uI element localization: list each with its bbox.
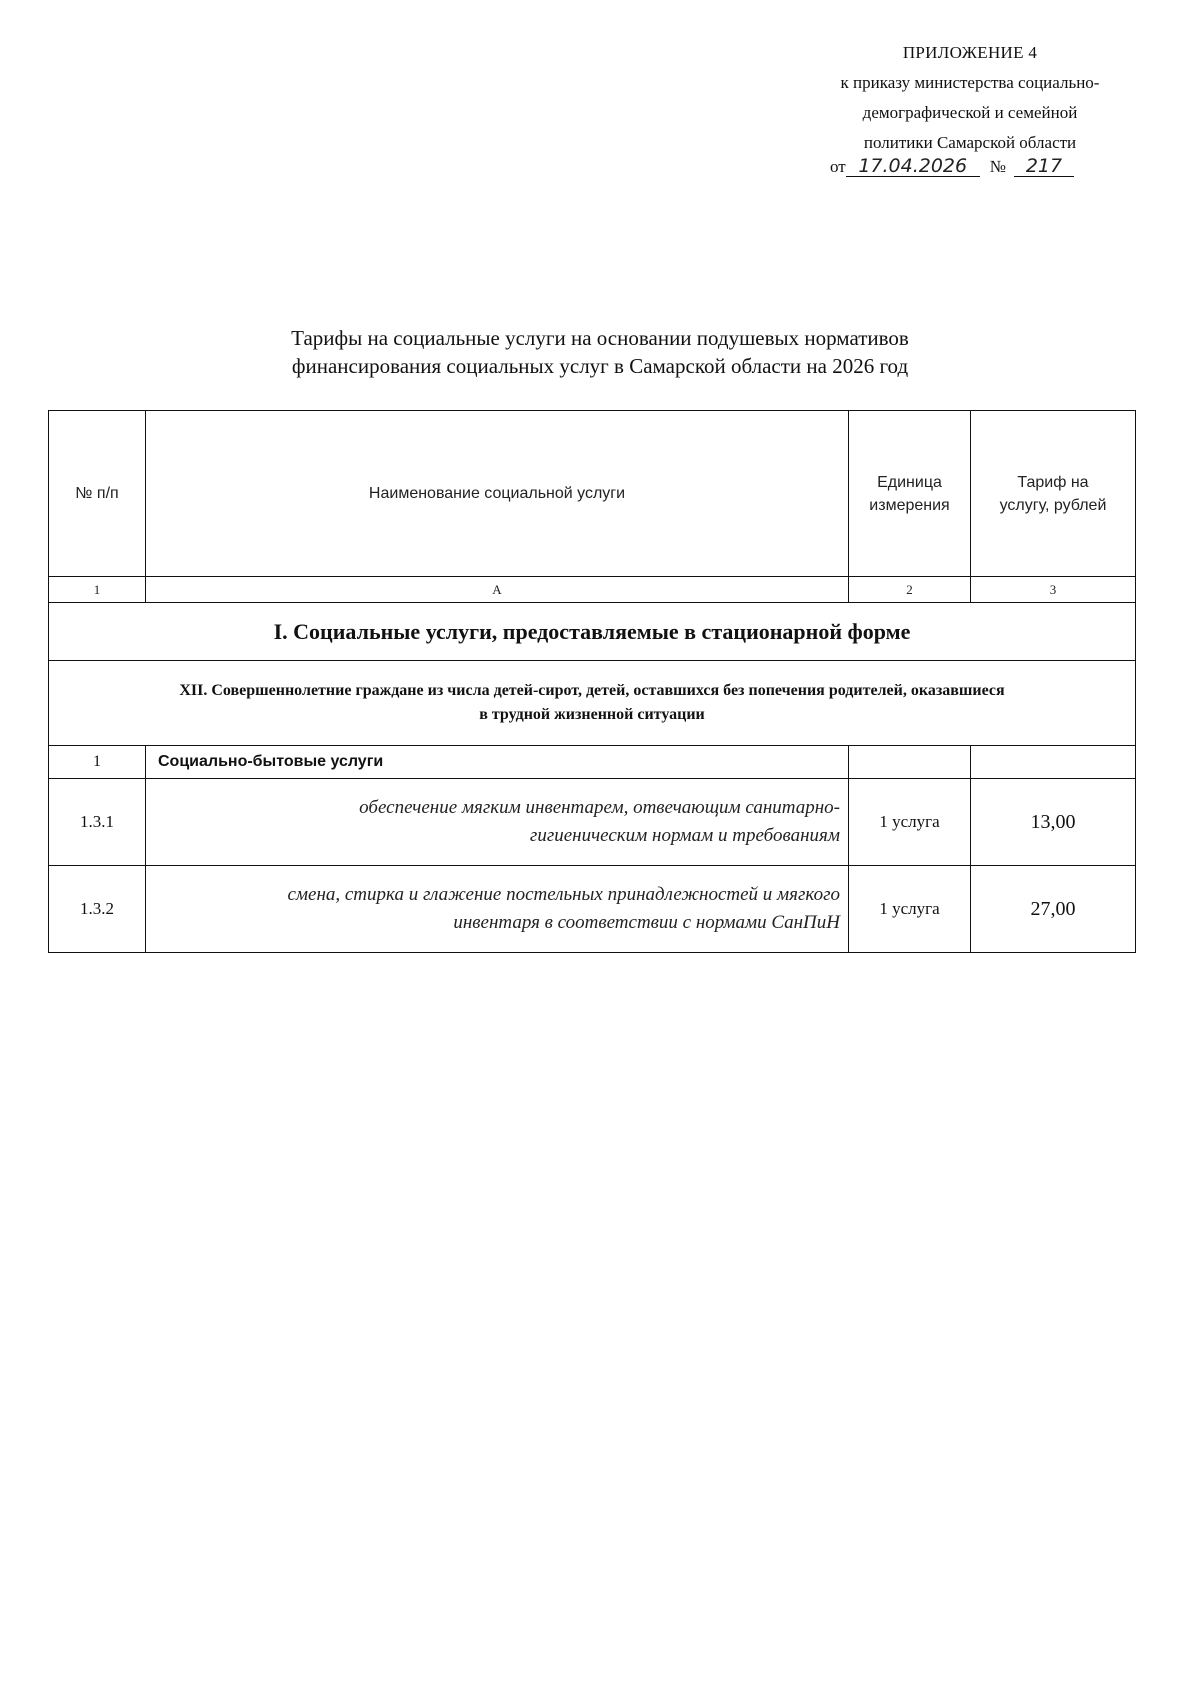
- row-name: [146, 779, 849, 866]
- group-row: [49, 746, 1136, 779]
- row-name-line: смена, стирка и глажение постельных принадлежностей и мягкого: [287, 884, 840, 905]
- document-title-line: финансирования социальных услуг в Самарской области на 2026 год: [291, 354, 909, 378]
- subsection-row: [49, 661, 1136, 746]
- tariff-table: [48, 410, 1136, 953]
- subsection-title-line: XII. Совершеннолетние граждане из числа детей-сирот, детей, оставшихся без попечения родителей, оказавшиеся: [179, 682, 1005, 699]
- subsection-title: [49, 661, 1136, 746]
- header-unit-line: Единица: [877, 473, 942, 491]
- order-date-number: [830, 156, 1074, 177]
- appendix-block: [800, 38, 1140, 158]
- appendix-line: демографической и семейной: [862, 103, 1078, 122]
- header-num: № п/п: [49, 411, 146, 577]
- header-tariff-line: услугу, рублей: [999, 496, 1107, 514]
- document-title: [0, 324, 1200, 380]
- header-tariff: [971, 411, 1136, 577]
- column-number: 3: [971, 577, 1136, 603]
- table-header-row: [49, 411, 1136, 577]
- number-sign: №: [989, 157, 1006, 176]
- header-unit-line: измерения: [869, 496, 950, 514]
- column-number: 1: [49, 577, 146, 603]
- header-tariff-line: Тариф на: [1017, 473, 1089, 491]
- row-tariff: 27,00: [971, 866, 1136, 953]
- row-tariff: 13,00: [971, 779, 1136, 866]
- group-name: Социально-бытовые услуги: [146, 746, 849, 779]
- row-unit: 1 услуга: [849, 866, 971, 953]
- section-title: I. Социальные услуги, предоставляемые в стационарной форме: [49, 603, 1136, 661]
- appendix-heading: ПРИЛОЖЕНИЕ 4: [902, 43, 1038, 62]
- row-name-line: обеспечение мягким инвентарем, отвечающим санитарно-: [359, 797, 840, 818]
- table-row: [49, 779, 1136, 866]
- subsection-title-line: в трудной жизненной ситуации: [479, 706, 705, 723]
- empty-cell: [849, 746, 971, 779]
- header-unit: [849, 411, 971, 577]
- header-name: Наименование социальной услуги: [146, 411, 849, 577]
- row-num: 1.3.2: [49, 866, 146, 953]
- empty-cell: [971, 746, 1136, 779]
- column-number-row: [49, 577, 1136, 603]
- handwritten-number: 217: [1014, 156, 1074, 177]
- table-row: [49, 866, 1136, 953]
- appendix-line: политики Самарской области: [863, 133, 1077, 152]
- row-name-line: гигиеническим нормам и требованиям: [529, 825, 840, 846]
- section-row: [49, 603, 1136, 661]
- row-name-line: инвентаря в соответствии с нормами СанПиН: [453, 912, 840, 933]
- date-prefix: от: [830, 157, 846, 176]
- group-num: 1: [49, 746, 146, 779]
- row-unit: 1 услуга: [849, 779, 971, 866]
- column-number: А: [146, 577, 849, 603]
- row-num: 1.3.1: [49, 779, 146, 866]
- document-title-line: Тарифы на социальные услуги на основании подушевых нормативов: [291, 326, 909, 350]
- handwritten-date: 17.04.2026: [846, 156, 980, 177]
- column-number: 2: [849, 577, 971, 603]
- appendix-line: к приказу министерства социально-: [840, 73, 1100, 92]
- row-name: [146, 866, 849, 953]
